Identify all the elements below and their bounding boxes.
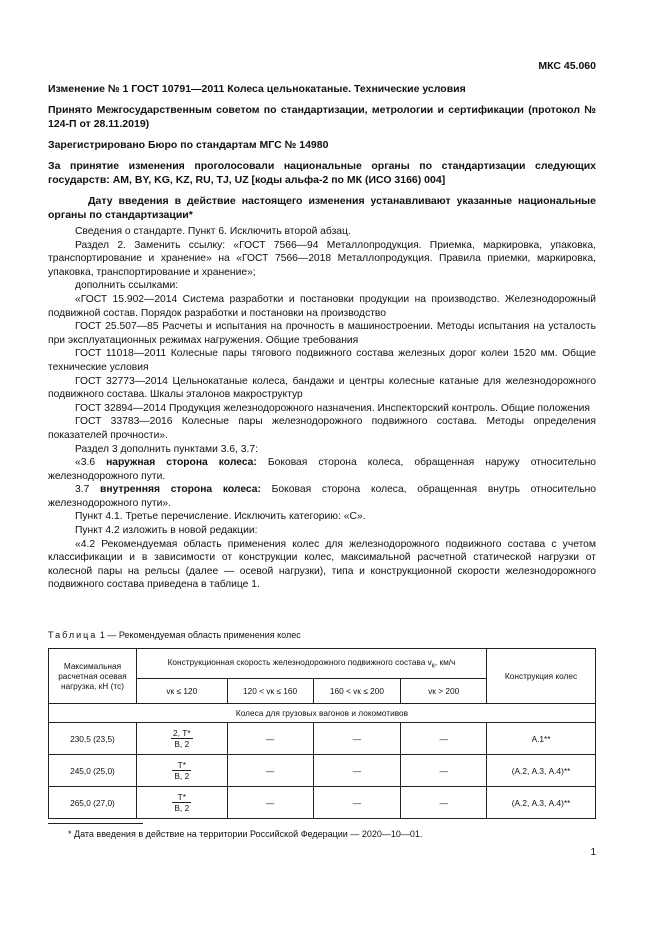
table-caption: [48, 630, 301, 640]
group-label: Колеса для грузовых вагонов и локомотивов: [49, 704, 596, 723]
cell-dash: —: [401, 755, 487, 787]
def-term: наружная сторона колеса:: [106, 457, 257, 469]
paragraph: Раздел 2. Заменить ссылку: «ГОСТ 7566—94 Металлопродукция. Приемка, маркировка, упаковка, транспортирование и хранение» на «ГОСТ 7566—2018 Металлопродукция. Правила приемки, маркировка, упаковка, транспортирование и хранение»;: [48, 239, 596, 278]
adopted-note: Принято Межгосударственным советом по стандартизации, метрологии и сертификации (протокол № 124-П от 28.11.2019): [48, 104, 596, 130]
speed-range: 120 < vк ≤ 160: [227, 679, 313, 704]
cell-dash: —: [227, 787, 313, 819]
speed-range: vк ≤ 120: [136, 679, 227, 704]
paragraph: Раздел 3 дополнить пунктами 3.6, 3.7:: [75, 443, 258, 455]
def-text: Боковая сторона колеса, обращенная внутрь относительно железнодорожного пути».: [48, 484, 596, 509]
definition-3-6: [48, 456, 596, 483]
change-title: Изменение № 1 ГОСТ 10791—2011 Колеса цельнокатаные. Технические условия: [48, 83, 466, 95]
fraction-denominator: В, 2: [174, 739, 190, 749]
speed-range: 160 < vк ≤ 200: [313, 679, 401, 704]
def-number: 3.7: [75, 484, 101, 496]
paragraph: ГОСТ 33783—2016 Колесные пары железнодорожного подвижного состава. Методы определения показателей прочности».: [48, 416, 596, 441]
def-text: Боковая сторона колеса, обращенная наружу относительно железнодорожного пути.: [48, 457, 596, 482]
fraction-numerator: 2, Т*: [173, 728, 191, 738]
cell-dash: —: [313, 723, 401, 755]
speed-range: vк > 200: [401, 679, 487, 704]
cell-load: 265,0 (27,0): [49, 787, 137, 819]
fraction-numerator: Т*: [172, 792, 191, 803]
definition-3-7: [48, 483, 596, 510]
cell-fraction: [136, 787, 227, 819]
paragraph: ГОСТ 32894—2014 Продукция железнодорожного назначения. Инспекторский контроль. Общие положения: [75, 402, 590, 414]
table-row: [49, 755, 596, 787]
cell-design: А.1**: [487, 723, 596, 755]
cell-fraction: [136, 723, 227, 755]
table-row: [49, 787, 596, 819]
cell-design: (А.2, А.3, А.4)**: [487, 755, 596, 787]
table-caption-label: Таблица: [48, 630, 98, 640]
header-load: Максимальная расчетная осевая нагрузка, кН (тс): [49, 649, 137, 704]
paragraph: Сведения о стандарте. Пункт 6. Исключить второй абзац.: [75, 226, 351, 237]
paragraph: дополнить ссылками:: [75, 280, 179, 292]
cell-dash: —: [401, 723, 487, 755]
header-speed-sub: к: [431, 662, 435, 670]
cell-design: (А.2, А.3, А.4)**: [487, 787, 596, 819]
paragraph: ГОСТ 32773—2014 Цельнокатаные колеса, бандажи и центры колесные катаные для железнодорожного подвижного состава. Шкалы эталонов макроструктур: [48, 375, 596, 401]
cell-dash: —: [227, 755, 313, 787]
footnote: * Дата введения в действие на территории Российской Федерации — 2020—10—01.: [68, 829, 423, 839]
paragraph: Пункт 4.1. Третье перечисление. Исключить категорию: «С».: [75, 511, 366, 523]
cell-fraction: [136, 755, 227, 787]
header-design: Конструкция колес: [487, 649, 596, 704]
def-number: «3.6: [75, 457, 107, 469]
def-term: внутренняя сторона колеса:: [100, 484, 261, 496]
paragraph: ГОСТ 25.507—85 Расчеты и испытания на прочность в машиностроении. Методы испытания на усталость при эксплуатационных режимах нагружения. Общие требования: [48, 321, 596, 346]
wheel-application-table: [48, 648, 596, 819]
document-body: [48, 225, 596, 592]
cell-dash: —: [313, 787, 401, 819]
paragraph: ГОСТ 11018—2011 Колесные пары тягового подвижного состава железных дорог колеи 1520 мм. Общие технические условия: [48, 348, 596, 373]
cell-dash: —: [401, 787, 487, 819]
fraction-numerator: Т*: [172, 760, 191, 771]
header-speed: [136, 649, 486, 679]
paragraph: Пункт 4.2 изложить в новой редакции:: [75, 525, 258, 537]
table-row: [49, 723, 596, 755]
voted-note: За принятие изменения проголосовали национальные органы по стандартизации следующих государств: AM, BY, KG, KZ, RU, TJ, UZ [коды альфа-2 по МК (ИСО 3166) 004]: [48, 160, 596, 186]
cell-load: 245,0 (25,0): [49, 755, 137, 787]
paragraph: «4.2 Рекомендуемая область применения колес для железнодорожного подвижного состава с учетом классификации и в зависимости от конструкции колес, максимальной расчетной статической нагрузки от колесной пары на рельсы (далее — осевой нагрузки), типа и конструкционной скорости железнодорожного подвижного состава приведена в таблице 1.: [48, 538, 596, 591]
header-speed-text: Конструкционная скорость железнодорожного подвижного состава v: [167, 657, 432, 668]
cell-load: 230,5 (23,5): [49, 723, 137, 755]
header-speed-unit: , км/ч: [434, 657, 456, 668]
document-headings: [48, 82, 596, 229]
paragraph: «ГОСТ 15.902—2014 Система разработки и постановки продукции на производство. Железнодорожный подвижной состав. Порядок разработки и постановки на производство: [48, 293, 596, 319]
document-page: [48, 0, 596, 935]
mks-code: МКС 45.060: [538, 60, 596, 72]
registered-note: Зарегистрировано Бюро по стандартам МГС № 14980: [48, 139, 329, 151]
footnote-divider: [48, 823, 143, 824]
table-header-row: [49, 649, 596, 679]
fraction-denominator: В, 2: [174, 803, 190, 813]
table-group-row: [49, 704, 596, 723]
cell-dash: —: [227, 723, 313, 755]
introduction-date-note: Дату введения в действие настоящего изменения устанавливают указанные национальные органы по стандартизации*: [48, 195, 596, 221]
fraction-denominator: В, 2: [174, 771, 190, 781]
table-caption-text: 1 — Рекомендуемая область применения колес: [99, 630, 301, 640]
page-number: 1: [590, 847, 596, 858]
cell-dash: —: [313, 755, 401, 787]
